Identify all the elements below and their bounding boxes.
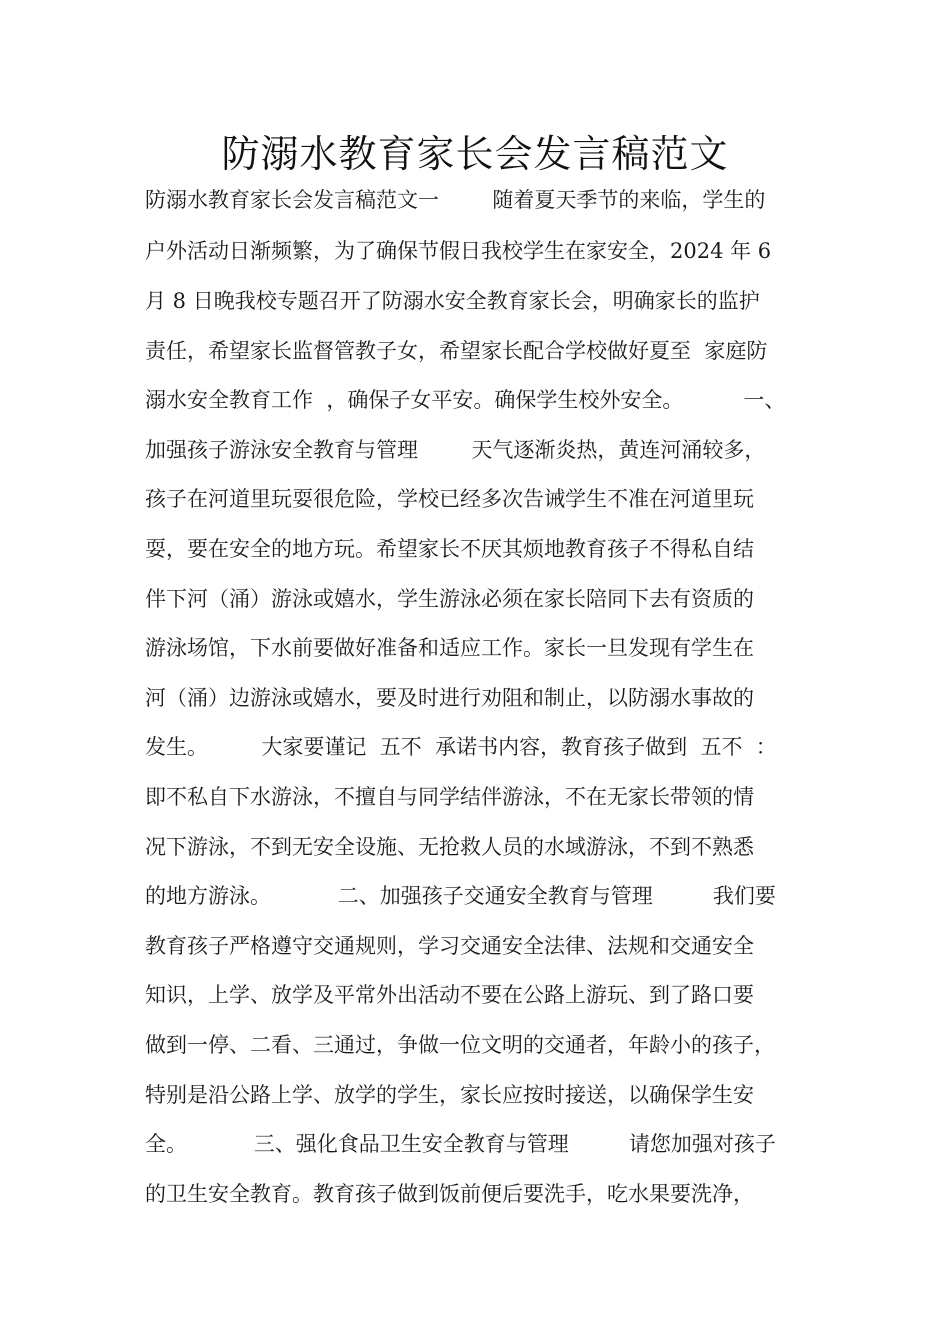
body-line: 孩子在河道里玩耍很危险，学校已经多次告诫学生不准在河道里玩 [145, 487, 754, 511]
body-line: 河（涌）边游泳或嬉水，要及时进行劝阻和制止，以防溺水事故的 [145, 686, 754, 710]
body-line: 教育孩子严格遵守交通规则，学习交通安全法律、法规和交通安全 [145, 934, 754, 958]
body-line: 全。 三、强化食品卫生安全教育与管理 请您加强对孩子 [145, 1132, 776, 1156]
body-line: 月 8 日晚我校专题召开了防溺水安全教育家长会，明确家长的监护 [145, 289, 760, 313]
body-line: 户外活动日渐频繁，为了确保节假日我校学生在家安全，2024 年 6 [145, 239, 772, 263]
body-line: 特别是沿公路上学、放学的学生，家长应按时接送，以确保学生安 [145, 1083, 754, 1107]
body-line: 做到一停、二看、三通过，争做一位文明的交通者，年龄小的孩子， [145, 1033, 775, 1057]
body-line: 耍，要在安全的地方玩。希望家长不厌其烦地教育孩子不得私自结 [145, 537, 754, 561]
body-line: 的卫生安全教育。教育孩子做到饭前便后要洗手，吃水果要洗净， [145, 1182, 754, 1206]
body-line: 游泳场馆，下水前要做好准备和适应工作。家长一旦发现有学生在 [145, 636, 754, 660]
body-line: 伴下河（涌）游泳或嬉水，学生游泳必须在家长陪同下去有资质的 [145, 587, 754, 611]
body-line: 溺水安全教育工作 ，确保子女平安。确保学生校外安全。 一、 [145, 388, 786, 412]
body-line: 况下游泳，不到无安全设施、无抢救人员的水域游泳，不到不熟悉 [145, 835, 754, 859]
body-line: 加强孩子游泳安全教育与管理 天气逐渐炎热，黄连河涌较多， [145, 438, 766, 462]
body-line: 的地方游泳。 二、加强孩子交通安全教育与管理 我们要 [145, 884, 776, 908]
body-line: 即不私自下水游泳，不擅自与同学结伴游泳，不在无家长带领的情 [145, 785, 754, 809]
body-line: 发生。 大家要谨记 五不 承诺书内容，教育孩子做到 五不 ： [145, 735, 777, 759]
body-line: 责任，希望家长监督管教子女，希望家长配合学校做好夏至 家庭防 [145, 339, 768, 363]
body-line: 防溺水教育家长会发言稿范文一 随着夏天季节的来临，学生的 [145, 188, 766, 212]
document-title: 防溺水教育家长会发言稿范文 [221, 132, 729, 176]
body-line: 知识，上学、放学及平常外出活动不要在公路上游玩、到了路口要 [145, 983, 754, 1007]
